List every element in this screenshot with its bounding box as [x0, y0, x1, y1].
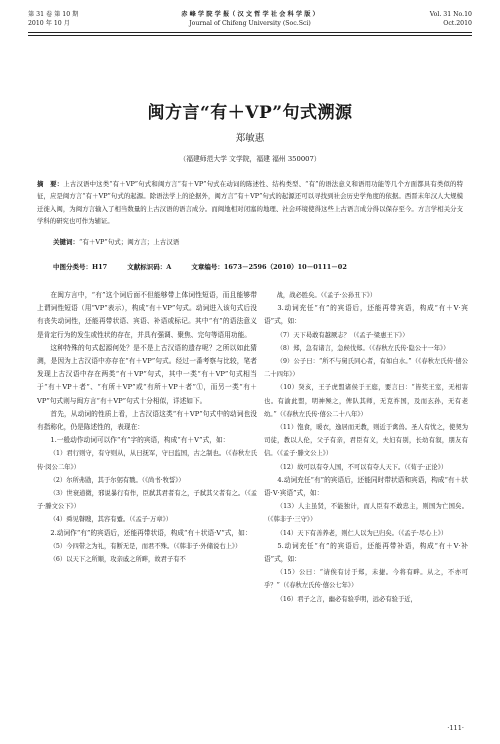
header-rule-thick	[28, 32, 472, 33]
article-title: 闽方言“有＋VP”句式溯源	[147, 103, 353, 123]
example-sentence: （4）舜见瞽瞍，其容有蹙。（《孟子·万章》）	[49, 516, 173, 524]
author-affiliation: （福建师范大学 文学院，福建 福州 350007）	[179, 155, 321, 163]
page-number: ·111·	[447, 724, 464, 732]
abstract-label: 摘 要：	[37, 180, 64, 188]
example-sentence: （5）今四带之为礼，有断无是，而君不殊。（《韩非子·外储说右上》）	[49, 542, 242, 550]
example-sentence: （12）故可以有夺人国，不可以有夺人天下。（《荀子·正论》）	[276, 463, 448, 471]
example-sentence: （7）天下曷敢有越厥志？（《孟子·梁惠王下》）	[276, 331, 409, 339]
clc-number: 中图分类号：H17	[53, 263, 108, 271]
journal-name	[28, 10, 472, 28]
keywords-line	[53, 236, 189, 249]
journal-name-en: Journal of Chifeng University (Soc.Sci)	[189, 20, 311, 27]
date-line-en: Oct.2010	[443, 20, 472, 27]
body-paragraph: 1.一般动作动词可以作“有”字的宾语，构成“有＋V”式，如：	[50, 436, 230, 445]
volume-line-en: Vol. 31 No.10	[429, 11, 472, 18]
example-sentence: （10）癸亥，王子虎盟诸侯于王庭，要言曰：“皆奖王室，无相害也。有渝此盟，明神殛之，俾队其师，无克祚国，及而玄孙，无有老幼。”（《春秋左氏传·僖公二十八年》）	[264, 384, 468, 418]
volume-issue-en	[430, 10, 472, 28]
doc-code: 文献标识码：A	[127, 263, 172, 271]
body-paragraph: 首先，从动词的性质上看，上古汉语这类“有＋VP”句式中的动词也没有指称化，仍是陈述性的，表现在：	[37, 409, 257, 432]
example-sentence: （9）公子曰：“所不与舅氏同心者，有如白水。”（《春秋左氏传·僖公二十四年》）	[264, 358, 468, 379]
body-paragraph: 3.动词充任“有”的宾语后，还能再带宾语，构成“有＋V·宾语”式，如：	[264, 304, 468, 326]
example-sentence: （1）君行则守，有守则从，从曰抚军，守曰监国，古之制也。（《春秋左氏传·闵公二年》）	[37, 450, 257, 471]
example-sentence: （15）公曰：“请俟有讨于郑，未捷。今将有畔。从之，不亦可乎？”（《春秋左氏传·僖公七年》）	[264, 569, 468, 590]
example-sentence: （11）饱食，暖衣，逸居而无教，则近于禽兽。圣人有忧之，使契为司徒，教以人伦，父子有亲，君臣有义，夫妇有别，长幼有叙，朋友有信。（《孟子·滕文公上》）	[264, 424, 468, 458]
example-sentence: （3）世衰道微，邪说暴行有作，臣弑其君者有之，子弑其父者有之。（《孟子·滕文公下》）	[37, 490, 257, 511]
example-sentence: （16）君子之言，幽必有验乎明，远必有验于近，	[276, 595, 417, 603]
example-sentence: （8）郑，急有诸言，急候伐郑。（《春秋左氏传·隐公十一年》）	[276, 344, 450, 352]
date-line: 2010 年 10 月	[28, 20, 70, 27]
body-left-column	[37, 289, 257, 566]
example-sentence: （14）天下有善养老，则仁人以为已归矣。（《孟子·尽心上》）	[276, 529, 448, 537]
body-paragraph: 4.动词充任“有”的宾语后，还能同时带状语和宾语，构成“有＋状语·V·宾语”式，如：	[264, 475, 468, 498]
header-rule-thin	[28, 35, 472, 36]
article-number: 文章编号：1673－2596（2010）10－0111－02	[191, 263, 347, 271]
journal-name-cn: 赤 峰 学 院 学 报（ 汉 文 哲 学 社 会 科 学 版 ）	[181, 11, 319, 18]
body-paragraph: 2.动词作“有”的宾语后，还能再带状语，构成“有＋状语·V”式，如：	[50, 528, 252, 537]
classification-line	[53, 262, 365, 271]
example-sentence: （13）人主虽贤，不能独计，而人臣有不敢忠主，则国为亡国矣。（《韩非子·三守》）	[264, 503, 468, 524]
body-paragraph: 5.动词充任“有”的宾语后，还能再带补语，构成“有＋V·补语”式，如：	[264, 541, 468, 564]
example-sentence: （6）以天下之所顺，攻亲戚之所畔，故君子有不	[49, 556, 186, 564]
example-sentence: 战，战必胜矣。（《孟子·公孙丑下》）	[276, 292, 377, 299]
body-paragraph: 这种特殊的句式起源何处？是不是上古汉语的遗存呢？之所以如此猜测，是因为上古汉语中亦存在“有＋VP”句式。经过一番考察与比较，笔者发现上古汉语中存在两类“有＋VP”句式，其中一类“有＋VP”句式相当于“有＋VP＋者”、“有所＋VP”或“有所＋VP＋者”①，而另一类“有＋VP”句式则与闽方言“有＋VP”句式十分相似，详述如下。	[37, 343, 257, 405]
example-sentence: （2）尔所弗勖，其于尔躬有戮。（《尚书·牧誓》）	[49, 476, 185, 484]
keywords-text: “有＋VP”句式；闽方言；上古汉语	[79, 238, 180, 246]
abstract-block	[37, 178, 463, 227]
journal-header	[28, 10, 472, 58]
keywords-label: 关键词：	[53, 238, 79, 246]
volume-line: 第 31 卷 第 10 期	[28, 11, 79, 18]
abstract-text: 上古汉语中这类“有＋VP”句式和闽方言“有＋VP”句式在动词的陈述性、结构类型、“有”的语法意义和语用功能等几个方面都具有类似的特征，应是闽方言“有＋VP”句式的起源。除语法学上的论据外，闽方言“有＋VP”句式的起源还可以寻找到社会历史学角度的依据。西晋末年汉人大规模迁徙入闽，为闽方言输入了相当数量的上古汉语的语言成分。而闽地相对闭塞的地理、社会环境使得这些上古语言成分得以保存至今。方言学相关分支学科的研究也可作为辅证。	[37, 180, 464, 225]
body-right-column	[264, 289, 468, 606]
author-name: 郑敏惠	[235, 133, 265, 144]
body-paragraph: 在闽方言中，“有”这个词后面不但能够带上体词性短语，而且能够带上谓词性短语（用“VP”表示），构成“有＋VP”句式。动词进入该句式后没有丧失动词性，还能再带状语、宾语、补语或标记。其中“有”的语法意义是肯定行为的发生或性状的存在，并具有强调、聚焦、完句等语用功能。	[37, 291, 257, 339]
